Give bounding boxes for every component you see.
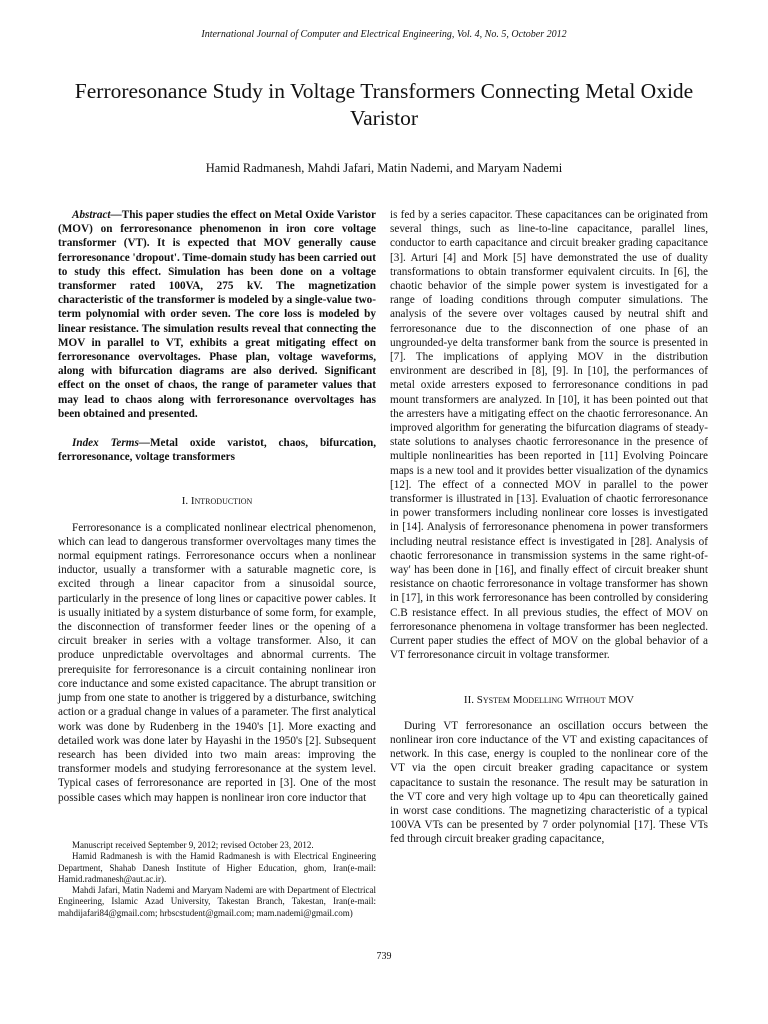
footnote-author-1: Hamid Radmanesh is with the Hamid Radmanesh is with Electrical Engineering Department, Shahab Danesh Institute of Higher Education, ghom, Iran(e-mail: Hamid.radmanesh@aut.ac.ir).	[58, 851, 376, 884]
footnote-authors-2: Mahdi Jafari, Matin Nademi and Maryam Nademi are with Department of Electrical Engineering, Islamic Azad University, Takestan Branch, Takestan, Iran(e-mail: mahdijafari84@gmail.com; hrbscstudent@gmail.com; mam.nademi@gmail.com)	[58, 885, 376, 918]
abstract-lead: Abstract—	[72, 209, 122, 221]
page-number: 739	[376, 951, 392, 962]
introduction-continued-paragraph: is fed by a series capacitor. These capacitances can be originated from several things, such as line-to-line capacitance, parallel lines, conductor to earth capacitance and circuit breaker grading capacitance [3]. Arturi [4] and Mork [5] have demonstrated the use of duality transformations to obtain transformer equivalent circuits. In [6], the chaotic behavior of the simple power system is investigated for a range of loading conditions through computer simulations. The analysis of the severe over voltages caused by neutral shift and ferroresonance due to the disconnection of one phase of an ungrounded-ye delta transformer bank from the source is presented in [7]. The implications of applying MOV in the distribution environment are described in [8], [9]. In [10], the performances of metal oxide arresters exposed to ferroresonance conditions in pad mount transformers are analyzed. In [10], it has been pointed out that the arresters have a mitigating effect on the chaotic ferroresonance. An improved algorithm for generating the bifurcation diagrams of steady-state solutions to analyses chaotic ferroresonance in the presence of multiple nonlinearities has been reported in [11] Evolving Poincare maps is a new tool and it provides better visualization of the dynamics [12]. The effect of a connected MOV in parallel to the power transformer is illustrated in [13]. Evaluation of chaotic ferroresonance in power transformers including nonlinear core losses is investigated in [14]. Analysis of ferroresonance phenomena in power transformers including neutral resistance effect is investigated in [28]. Analysis of chaotic ferroresonance in transmission systems in the same right-of-way' has been done in [16], and finally effect of circuit breaker shunt resistance on chaotic ferroresonance in voltage transformer has shown in [17], in this work ferroresonance has been controlled by considering C.B resistance effect. In all previous studies, the effect of MOV on ferroresonance phenomena in voltage transformer has been neglected. Current paper studies the effect of MOV on the global behavior of a VT ferroresonance circuit in voltage transformer.	[390, 209, 708, 662]
index-terms-lead: Index Terms—	[72, 437, 150, 450]
index-terms	[58, 436, 376, 464]
introduction-paragraph: Ferroresonance is a complicated nonlinear electrical phenomenon, which can lead to dangerous transformer overvoltages many times the normal equipment ratings. Ferroresonance occurs when a nonlinear inductor, usually a transformer with a saturable magnetic core, is excited through a linear capacitor from a sinusoidal source, particularly in the presence of long lines or capacitive power cables. It is usually initiated by a system disturbance of some form, for example, the disconnection of transformer feeder lines or the opening of a circuit breaker in series with a voltage transformer. Also, it can produce unpredictable overvoltages and abnormal currents. The prerequisite for ferroresonance is a circuit containing nonlinear iron core inductance and some existed capacitance. The abrupt transition or jump from one state to another is triggered by a disturbance, switching action or a gradual change in values of a parameter. The first analytical work was done by Rudenberg in the 1940's [1]. More exacting and detailed work was done later by Hayashi in the 1950's [2]. Subsequent research has been divided into two main areas: improving the transformer models and studying ferroresonance at the system level. Typical cases of ferroresonance are reported in [3]. One of the most possible cases which may happen is nonlinear iron core inductor that	[58, 521, 376, 804]
left-column	[58, 208, 376, 805]
index-terms-text: Metal oxide varistot, chaos, bifurcation, ferroresonance, voltage transformers	[58, 437, 376, 464]
footnote	[58, 840, 376, 919]
section-heading-system-modelling: II. System Modelling Without MOV	[463, 693, 635, 706]
system-modelling-paragraph: During VT ferroresonance an oscillation occurs between the nonlinear iron core inductance of the VT and existing capacitances of network. In this case, energy is coupled to the nonlinear core of the VT via the open circuit breaker grading capacitance or system capacitance to sustain the resonance. The result may be saturation in the VT core and very high voltage up to 4pu can theoretically gained in worst case conditions. The magnetizing characteristic of a typical 100VA VTs can be presented by 7 order polynomial [17]. These VTs fed through circuit breaker grading capacitance,	[390, 719, 708, 846]
right-column	[390, 208, 708, 847]
footnote-received: Manuscript received September 9, 2012; revised October 23, 2012.	[72, 840, 314, 850]
abstract-text: This paper studies the effect on Metal Oxide Varistor (MOV) on ferroresonance phenomenon in iron core voltage transformer (VT). It is expected that MOV generally cause ferroresonance 'dropout'. Time-domain study has been carried out to study this effect. Simulation has been done on a voltage transformer rated 100VA, 275 kV. The magnetization characteristic of the transformer is modeled by a single-value two-term polynomial with order seven. The core loss is modeled by linear resistance. The simulation results reveal that connecting the MOV in parallel to VT, exhibits a great mitigating effect on ferroresonance overvoltages. Phase plan, voltage waveforms, along with bifurcation diagrams are also derived. Significant effect on the onset of chaos, the range of parameter values that may lead to chaos along with ferroresonance overvoltages has been obtained and presented.	[58, 209, 376, 420]
paper-title: Ferroresonance Study in Voltage Transformers Connecting Metal Oxide Varistor	[74, 79, 694, 130]
abstract	[58, 208, 376, 421]
journal-header: International Journal of Computer and Electrical Engineering, Vol. 4, No. 5, October 2012	[201, 29, 567, 40]
author-list: Hamid Radmanesh, Mahdi Jafari, Matin Nademi, and Maryam Nademi	[205, 161, 563, 175]
section-heading-introduction: I. Introduction	[181, 495, 253, 508]
